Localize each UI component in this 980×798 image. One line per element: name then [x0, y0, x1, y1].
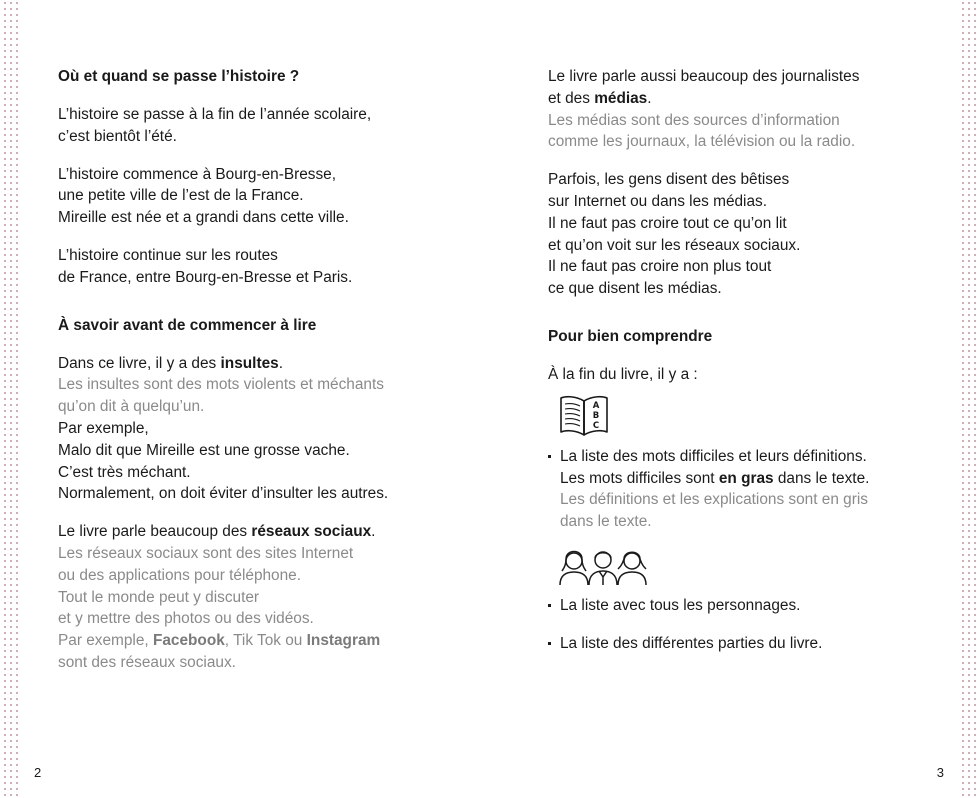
svg-text:C: C [592, 420, 600, 431]
punctuation: . [278, 354, 283, 372]
text-line: Normalement, on doit éviter d’insulter les autres. [58, 485, 389, 503]
end-of-book-list [548, 446, 948, 533]
definition-line: Les réseaux sociaux sont des sites Internet [58, 544, 354, 562]
keyword-instagram: Instagram [306, 632, 381, 650]
heading-where-when: Où et quand se passe l’histoire ? [58, 68, 300, 85]
keyword-insultes: insultes [220, 354, 279, 372]
text-line: et qu’on voit sur les réseaux sociaux. [548, 236, 801, 254]
book-abc-icon [558, 392, 610, 438]
text-line: Le livre parle beaucoup des [58, 523, 252, 541]
text-line: L’histoire continue sur les routes [58, 246, 278, 264]
svg-text:B: B [592, 410, 600, 421]
paragraph-routes [58, 245, 478, 289]
svg-text:A: A [592, 400, 600, 411]
left-dotted-border [2, 0, 20, 798]
paragraph-bourg [58, 164, 478, 229]
keyword-en-gras: en gras [718, 469, 774, 487]
right-dotted-border [960, 0, 978, 798]
definition-line: comme les journaux, la télévision ou la radio. [548, 133, 856, 151]
people-group-icon [558, 545, 648, 587]
text-fragment: , Tik Tok ou [224, 632, 307, 650]
text-line: ce que disent les médias. [548, 280, 722, 298]
end-of-book-list-2 [548, 595, 948, 655]
heading-understand: Pour bien comprendre [548, 327, 713, 345]
intro-line: À la fin du livre, il y a : [548, 365, 698, 383]
text-line: Parfois, les gens disent des bêtises [548, 171, 790, 189]
text-line: La liste des mots difficiles et leurs définitions. [560, 447, 867, 465]
paragraph-time [58, 104, 478, 148]
definition-line: Les insultes sont des mots violents et méchants [58, 376, 384, 394]
definition-line: Tout le monde peut y discuter [58, 588, 260, 606]
definition-line: dans le texte. [560, 513, 652, 531]
definition-line: qu’on dit à quelqu’un. [58, 398, 205, 416]
text-fragment: Par exemple, [58, 632, 153, 650]
list-item-characters: La liste avec tous les personnages. [548, 595, 948, 617]
right-page-column [548, 66, 948, 671]
paragraph-reseaux [58, 521, 478, 674]
text-line: Malo dit que Mireille est une grosse vache. [58, 441, 350, 459]
definition-line: Les médias sont des sources d’information [548, 111, 840, 129]
page-number-left: 2 [34, 765, 42, 780]
text-line: Par exemple, [58, 419, 149, 437]
definition-line: et y mettre des photos ou des vidéos. [58, 610, 314, 628]
definition-line: sont des réseaux sociaux. [58, 653, 236, 671]
text-line: C’est très méchant. [58, 463, 191, 481]
definition-example-line [58, 632, 380, 649]
text-line: Dans ce livre, il y a des [58, 354, 221, 372]
definition-line: Les définitions et les explications sont en gris [560, 491, 868, 509]
keyword-medias: médias [594, 89, 648, 107]
text-line: de France, entre Bourg-en-Bresse et Paris. [58, 268, 353, 286]
definition-line: ou des applications pour téléphone. [58, 566, 302, 584]
text-line: Le livre parle aussi beaucoup des journalistes [548, 68, 860, 85]
text-line: Il ne faut pas croire tout ce qu’on lit [548, 214, 787, 232]
text-line: L’histoire commence à Bourg-en-Bresse, [58, 165, 337, 183]
list-item-difficult-words [548, 446, 948, 533]
paragraph-insultes [58, 353, 478, 506]
keyword-facebook: Facebook [152, 632, 225, 650]
text-line: sur Internet ou dans les médias. [548, 192, 768, 210]
text-fragment: dans le texte. [773, 469, 870, 487]
paragraph-betises [548, 169, 948, 300]
text-line: Il ne faut pas croire non plus tout [548, 258, 772, 276]
text-line: c’est bientôt l’été. [58, 127, 177, 145]
paragraph-medias [548, 66, 948, 153]
keyword-reseaux-sociaux: réseaux sociaux [251, 523, 372, 541]
text-fragment: Les mots difficiles sont [560, 469, 719, 487]
punctuation: . [371, 523, 376, 541]
list-item-book-parts: La liste des différentes parties du livre. [548, 633, 948, 655]
text-line: Mireille est née et a grandi dans cette ville. [58, 209, 349, 227]
text-line: L’histoire se passe à la fin de l’année scolaire, [58, 106, 372, 123]
text-line: une petite ville de l’est de la France. [58, 187, 304, 205]
punctuation: . [647, 89, 652, 107]
page-number-right: 3 [936, 765, 944, 780]
text-fragment: et des [548, 89, 595, 107]
heading-before-reading: À savoir avant de commencer à lire [58, 316, 317, 334]
left-page-column [58, 66, 478, 690]
